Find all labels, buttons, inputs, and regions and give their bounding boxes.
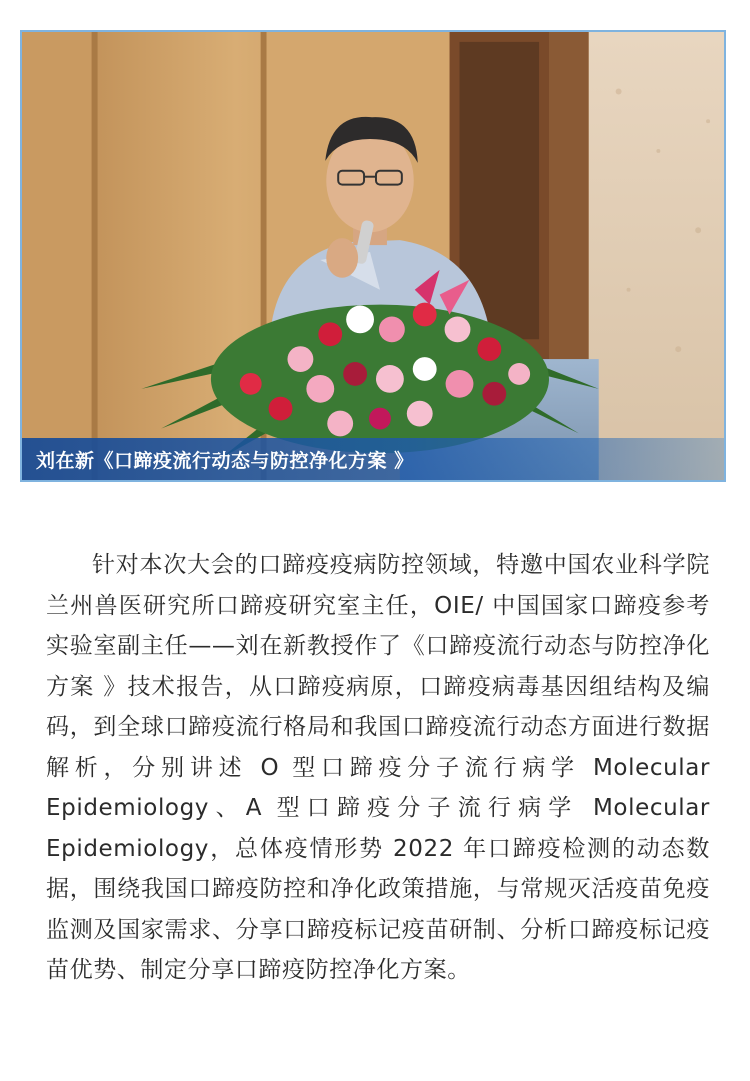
speaker-photo-illustration xyxy=(22,32,724,480)
photo-caption-bar xyxy=(22,438,724,480)
photo-caption: 刘在新《口蹄疫流行动态与防控净化方案 》 xyxy=(36,449,414,472)
article-paragraph: 针对本次大会的口蹄疫疫病防控领域，特邀中国农业科学院兰州兽医研究所口蹄疫研究室主任，OIE/ 中国国家口蹄疫参考实验室副主任——刘在新教授作了《口蹄疫流行动态与防控净化方案 》技术报告，从口蹄疫病原，口蹄疫病毒基因组结构及编码，到全球口蹄疫流行格局和我国口蹄疫流行动态方面进行数据解析，分别讲述 O 型口蹄疫分子流行病学 Molecular Epidemiology、A 型口蹄疫分子流行病学 Molecular Epidemiology，总体疫情形势 2022 年口蹄疫检测的动态数据，围绕我国口蹄疫防控和净化政策措施，与常规灭活疫苗免疫监测及国家需求、分享口蹄疫标记疫苗研制、分析口蹄疫标记疫苗优势、制定分享口蹄疫防控净化方案。 xyxy=(46,552,710,983)
speaker-photo xyxy=(20,30,726,482)
